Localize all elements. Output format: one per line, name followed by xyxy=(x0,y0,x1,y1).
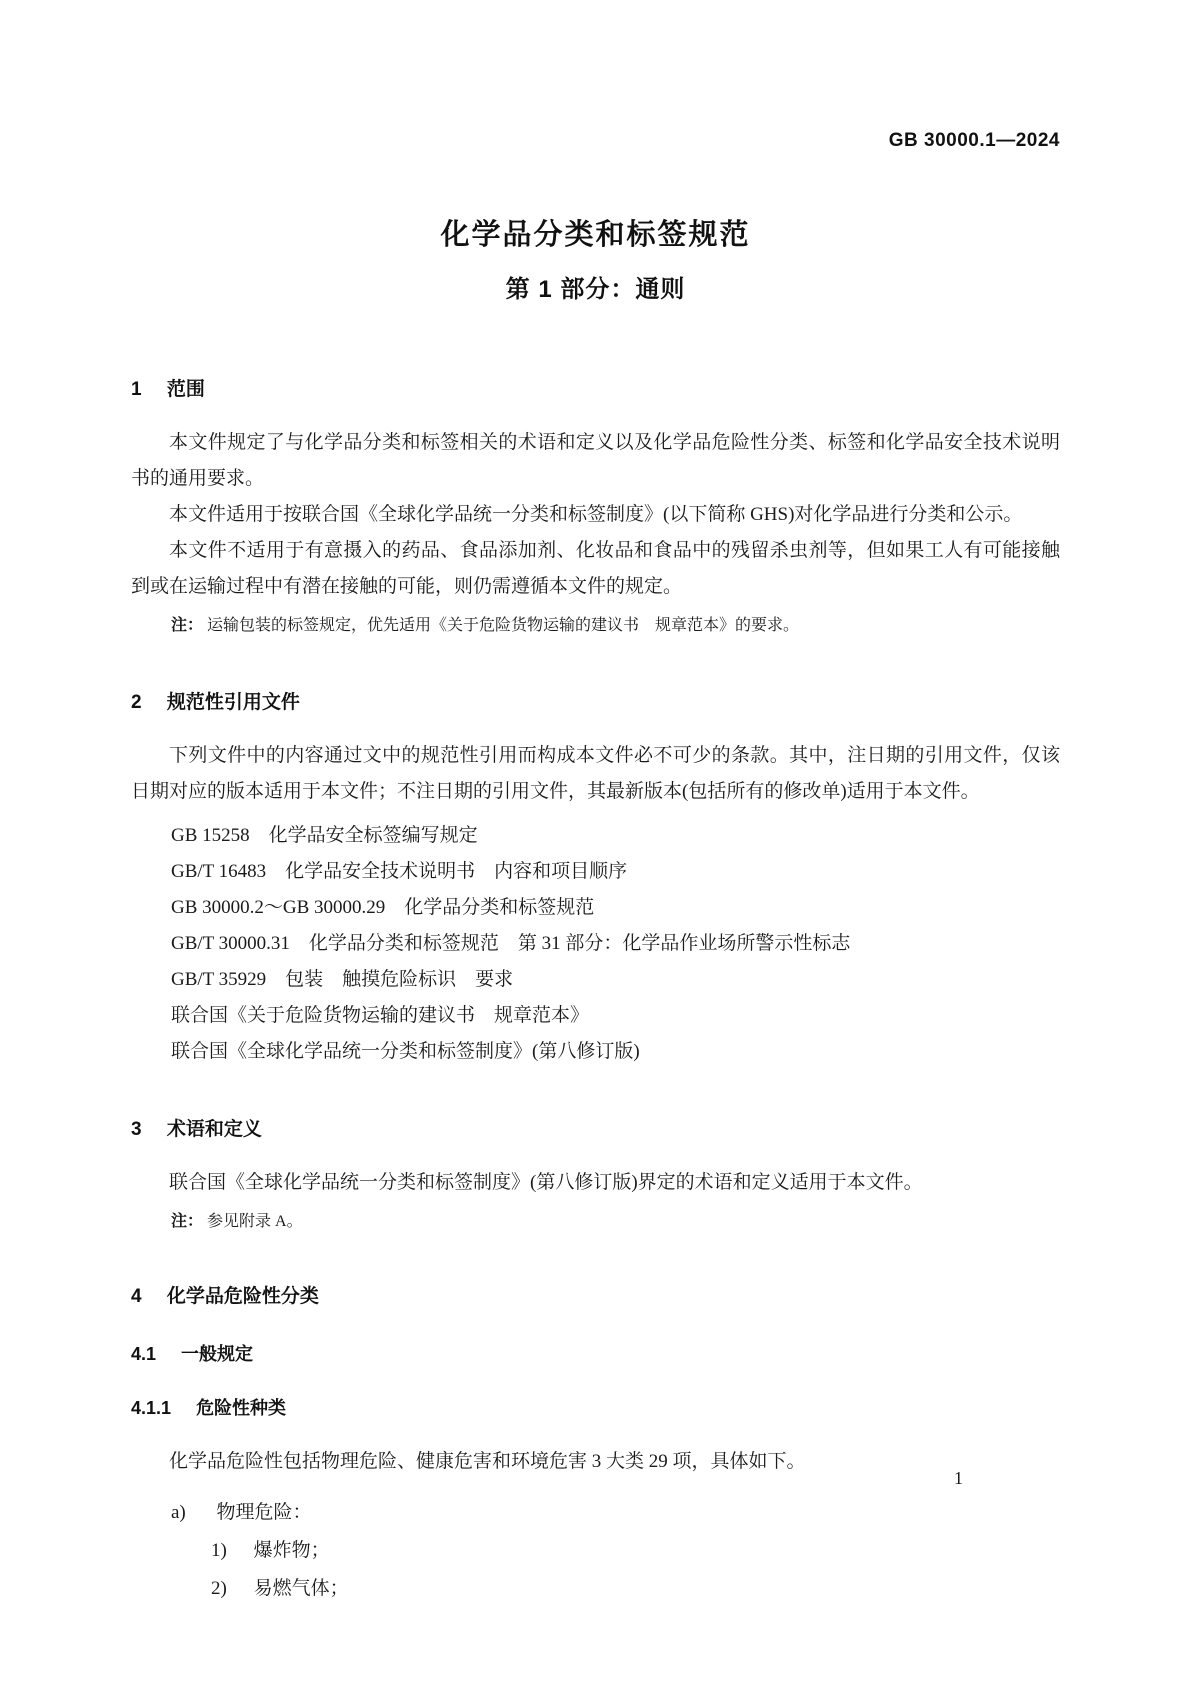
section-4-paragraph-1: 化学品危险性包括物理危险、健康危害和环境危害 3 大类 29 项，具体如下。 xyxy=(169,1451,806,1472)
section-2-paragraph-1: 下列文件中的内容通过文中的规范性引用而构成本文件必不可少的条款。其中，注日期的引用文件，仅该日期对应的版本适用于本文件；不注日期的引用文件，其最新版本(包括所有的修改单)适用于本文件。 xyxy=(131,745,1060,802)
list-text: 物理危险： xyxy=(216,1502,312,1523)
section-1-number: 1 xyxy=(131,379,142,400)
reference-item: GB/T 30000.31 化学品分类和标签规范 第 31 部分：化学品作业场所警示性标志 xyxy=(171,933,851,954)
note-label: 注： xyxy=(171,617,204,634)
section-4-1-1-title: 危险性种类 xyxy=(196,1398,287,1418)
section-3-title: 术语和定义 xyxy=(166,1119,262,1140)
hazard-list-item-a xyxy=(131,1494,1060,1532)
section-3-paragraph-1: 联合国《全球化学品统一分类和标签制度》(第八修订版)界定的术语和定义适用于本文件。 xyxy=(169,1172,923,1193)
document-title: 化学品分类和标签规范 xyxy=(440,219,751,251)
list-label: 2) xyxy=(211,1578,227,1599)
note-text: 参见附录 A。 xyxy=(207,1213,303,1230)
section-3-note xyxy=(131,1207,1060,1237)
list-label: a) xyxy=(171,1502,186,1523)
reference-item: GB 15258 化学品安全标签编写规定 xyxy=(171,825,478,846)
note-label: 注： xyxy=(171,1213,204,1230)
list-text: 爆炸物； xyxy=(253,1540,330,1561)
section-3-heading xyxy=(131,1114,1060,1141)
reference-item: 联合国《关于危险货物运输的建议书 规章范本》 xyxy=(171,1005,590,1026)
reference-item: GB 30000.2～GB 30000.29 化学品分类和标签规范 xyxy=(171,897,595,918)
list-text: 易燃气体； xyxy=(253,1578,349,1599)
normative-references-list xyxy=(131,818,1060,1070)
note-text: 运输包装的标签规定，优先适用《关于危险货物运输的建议书 规章范本》的要求。 xyxy=(207,617,800,634)
reference-item: GB/T 16483 化学品安全技术说明书 内容和项目顺序 xyxy=(171,861,628,882)
section-3-number: 3 xyxy=(131,1119,142,1140)
section-4-1-title: 一般规定 xyxy=(181,1344,254,1364)
section-4-1-1-heading xyxy=(131,1394,1060,1420)
standard-number: GB 30000.1—2024 xyxy=(888,130,1060,151)
page-content xyxy=(131,0,1060,1608)
section-1-paragraph-2: 本文件适用于按联合国《全球化学品统一分类和标签制度》(以下简称 GHS)对化学品进行分类和公示。 xyxy=(169,504,1023,525)
reference-item: 联合国《全球化学品统一分类和标签制度》(第八修订版) xyxy=(171,1041,640,1062)
list-label: 1) xyxy=(211,1540,227,1561)
reference-item: GB/T 35929 包装 触摸危险标识 要求 xyxy=(171,969,514,990)
section-1-title: 范围 xyxy=(166,379,205,400)
section-2-title: 规范性引用文件 xyxy=(166,692,300,713)
hazard-list-item-2 xyxy=(131,1570,1060,1608)
page-number: 1 xyxy=(954,1468,963,1488)
section-2-heading xyxy=(131,687,1060,714)
section-4-title: 化学品危险性分类 xyxy=(166,1286,319,1307)
section-4-1-heading xyxy=(131,1340,1060,1366)
hazard-list-item-1 xyxy=(131,1532,1060,1570)
section-1-heading xyxy=(131,374,1060,401)
section-1-note xyxy=(131,611,1060,641)
document-subtitle: 第 1 部分：通则 xyxy=(505,276,686,303)
section-4-number: 4 xyxy=(131,1286,142,1307)
section-4-1-number: 4.1 xyxy=(131,1344,157,1364)
section-2-number: 2 xyxy=(131,692,142,713)
section-4-heading xyxy=(131,1281,1060,1308)
section-1-paragraph-3: 本文件不适用于有意摄入的药品、食品添加剂、化妆品和食品中的残留杀虫剂等，但如果工人有可能接触到或在运输过程中有潜在接触的可能，则仍需遵循本文件的规定。 xyxy=(131,540,1060,597)
section-4-1-1-number: 4.1.1 xyxy=(131,1398,172,1418)
section-1-paragraph-1: 本文件规定了与化学品分类和标签相关的术语和定义以及化学品危险性分类、标签和化学品安全技术说明书的通用要求。 xyxy=(131,432,1060,489)
